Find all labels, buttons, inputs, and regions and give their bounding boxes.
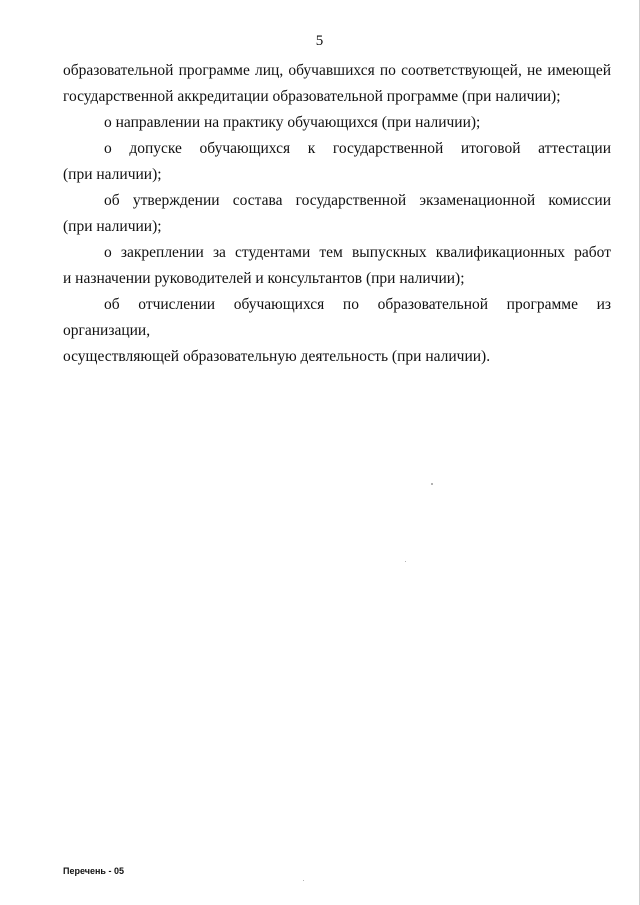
paragraph-line: осуществляющей образовательную деятельность (при наличии). <box>63 348 491 365</box>
paragraph-expulsion-end <box>63 344 611 370</box>
paragraph-line: об отчислении обучающихся по образовательной программе из организации, <box>63 296 611 339</box>
paragraph-line: государственной аккредитации образовательной программе (при наличии); <box>63 88 561 105</box>
scan-speck <box>405 561 406 562</box>
paragraph-thesis-topics-end <box>63 266 611 292</box>
scan-speck <box>303 880 304 881</box>
paragraph-admission-end <box>63 162 611 188</box>
paragraph-line: и назначении руководителей и консультантов (при наличии); <box>63 270 465 287</box>
paragraph-commission <box>63 188 611 214</box>
scan-speck <box>431 483 433 485</box>
paragraph-line: о закреплении за студентами тем выпускных квалификационных работ <box>104 244 611 261</box>
paragraph-continuation <box>63 58 611 84</box>
document-footer: Перечень - 05 <box>63 866 124 876</box>
paragraph-continuation-end <box>63 84 611 110</box>
page-number: 5 <box>315 33 324 49</box>
paragraph-line: образовательной программе лиц, обучавшихся по соответствующей, не имеющей <box>63 62 611 79</box>
paragraph-practice <box>63 110 611 136</box>
document-body <box>63 58 611 370</box>
paragraph-commission-end <box>63 214 611 240</box>
paragraph-thesis-topics <box>63 240 611 266</box>
paragraph-admission <box>63 136 611 162</box>
paragraph-expulsion <box>63 292 611 344</box>
paragraph-line: об утверждении состава государственной экзаменационной комиссии <box>104 192 611 209</box>
paragraph-line: (при наличии); <box>63 218 162 235</box>
paragraph-line: о направлении на практику обучающихся (при наличии); <box>104 114 481 131</box>
paragraph-line: о допуске обучающихся к государственной итоговой аттестации <box>104 140 611 157</box>
paragraph-line: (при наличии); <box>63 166 162 183</box>
